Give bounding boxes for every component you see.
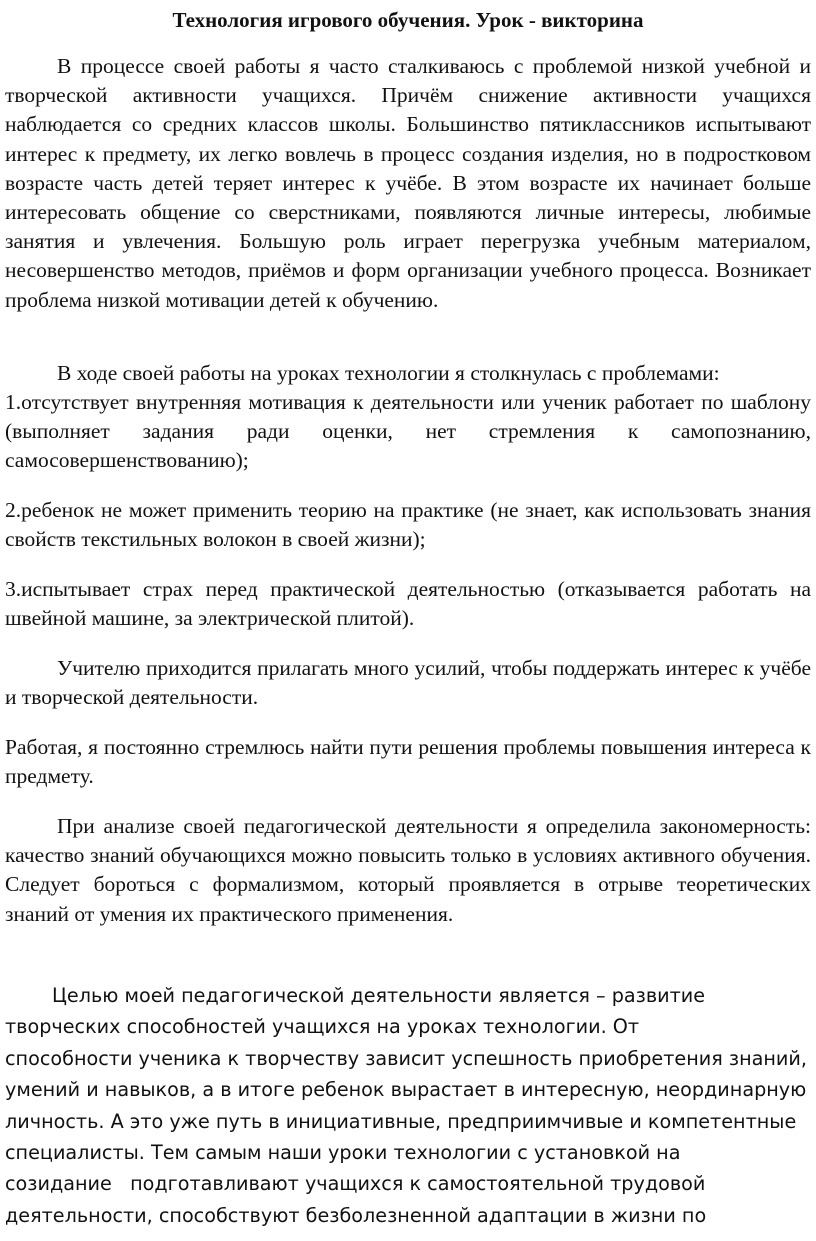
paragraph-goal-line: специалисты. Тем самым наши уроки технологии с установкой на <box>5 1141 681 1165</box>
list-item-problem-2: 2.ребенок не может применить теорию на практике (не знает, как использовать знания свойств текстильных волокон в своей жизни); <box>5 498 811 552</box>
paragraph-working: Работая, я постоянно стремлюсь найти пути решения проблемы повышения интереса к предмету. <box>5 735 811 789</box>
document-title: Технология игрового обучения. Урок - викторина <box>172 8 644 32</box>
paragraph-goal-line: личность. А это уже путь в инициативные, предприимчивые и компетентные <box>5 1109 797 1133</box>
paragraph-goal-line: творческих способностей учащихся на уроках технологии. От <box>5 1015 640 1039</box>
paragraph-goal-line: деятельности, способствуют безболезненной адаптации в жизни по <box>5 1203 707 1227</box>
paragraph-goal-line: Целью моей педагогической деятельности является – развитие <box>52 984 706 1007</box>
paragraph-goal-line: способности ученика к творчеству зависит успешность приобретения знаний, <box>5 1046 807 1070</box>
paragraph-teacher-effort: Учителю приходится прилагать много усилий, чтобы поддержать интерес к учёбе и творческой деятельности. <box>5 656 811 710</box>
list-item-problem-3: 3.испытывает страх перед практической деятельностью (отказывается работать на швейной машине, за электрической плитой). <box>5 577 811 631</box>
paragraph-goal-line: созидание подготавливают учащихся к самостоятельной трудовой <box>5 1172 706 1196</box>
paragraph-problems-intro: В ходе своей работы на уроках технологии я столкнулась с проблемами: <box>57 361 720 385</box>
paragraph-analysis: При анализе своей педагогической деятельности я определила закономерность: качество знаний обучающихся можно повысить только в условиях активного обучения. Следует бороться с формализмом, который проявляется в отрыве теоретических знаний от умения их практического применения. <box>5 814 811 926</box>
paragraph-intro: В процессе своей работы я часто сталкиваюсь с проблемой низкой учебной и творческой активности учащихся. Причём снижение активности учащихся наблюдается со средних классов школы. Большинство пятиклассников испытывают интерес к предмету, их легко вовлечь в процесс создания изделия, но в подростковом возрасте часть детей теряет интерес к учёбе. В этом возрасте их начинает больше интересовать общение со сверстниками, появляются личные интересы, любимые занятия и увлечения. Большую роль играет перегрузка учебным материалом, несовершенство методов, приёмов и форм организации учебного процесса. Возникает проблема низкой мотивации детей к обучению. <box>5 54 811 312</box>
list-item-problem-1: 1.отсутствует внутренняя мотивация к деятельности или ученик работает по шаблону (выполняет задания ради оценки, нет стремления к самопознанию, самосовершенствованию); <box>5 390 811 473</box>
paragraph-goal-line: умений и навыков, а в итоге ребенок вырастает в интересную, неординарную <box>5 1078 807 1102</box>
paragraph-goal <box>5 980 815 1231</box>
